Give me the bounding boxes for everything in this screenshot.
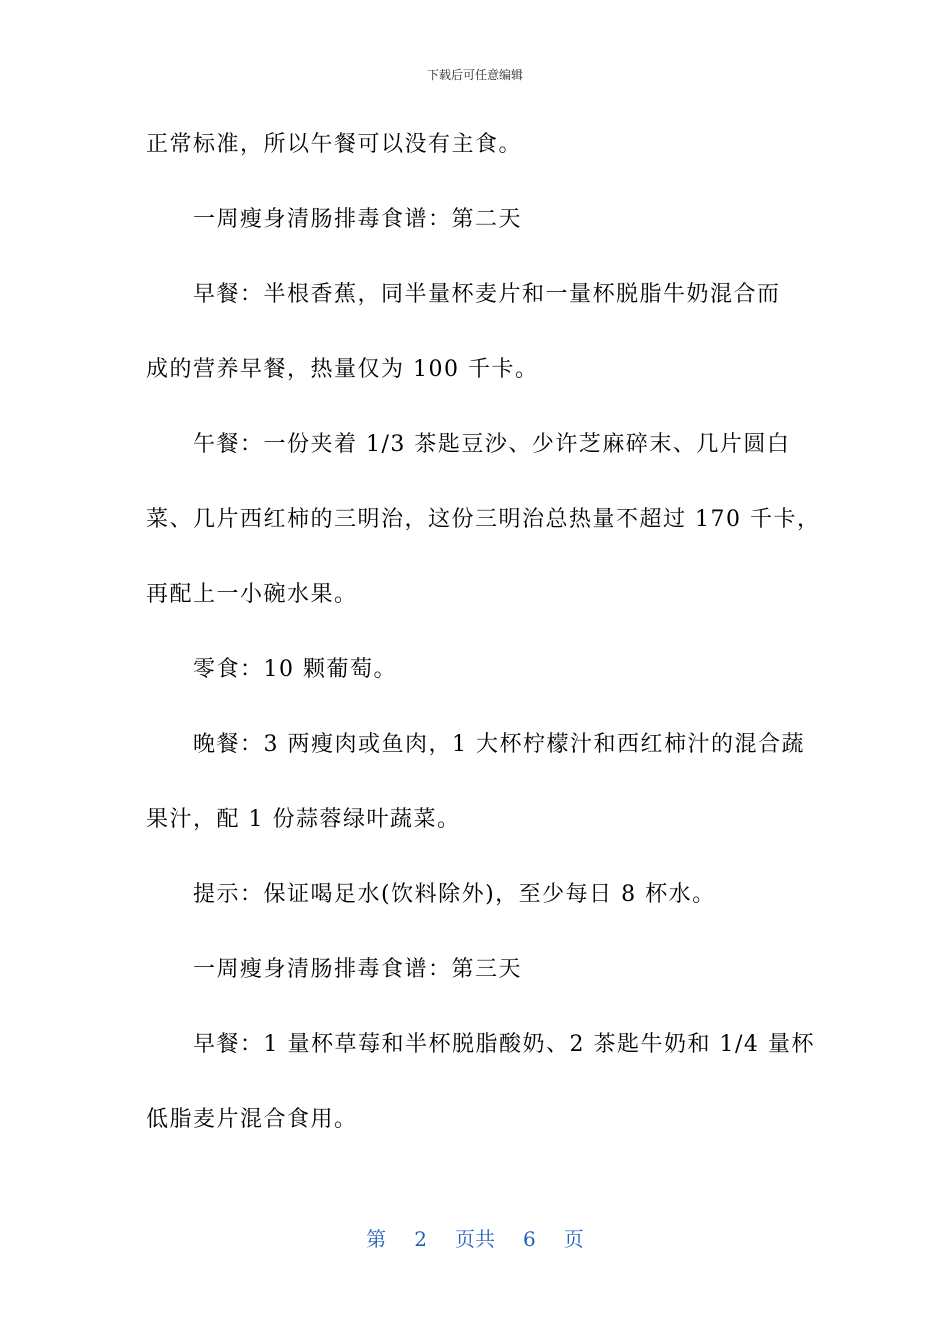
header-text: 下载后可任意编辑: [426, 68, 523, 82]
section-heading-day-3: 一周瘦身清肠排毒食谱：第三天: [193, 957, 523, 982]
body-line-dinner-day-2-cont: 果汁，配 1 份蒜蓉绿叶蔬菜。: [146, 807, 461, 832]
body-line-lunch-day-2: 午餐：一份夹着 1/3 茶匙豆沙、少许芝麻碎末、几片圆白: [193, 432, 791, 457]
section-heading-day-2: 一周瘦身清肠排毒食谱：第二天: [193, 207, 523, 232]
body-line-breakfast-day-2: 早餐：半根香蕉，同半量杯麦片和一量杯脱脂牛奶混合而: [193, 282, 781, 307]
total-pages-number: 6: [523, 1227, 536, 1251]
body-line-breakfast-day-3-cont: 低脂麦片混合食用。: [146, 1107, 358, 1132]
page-header: [0, 66, 950, 84]
body-line-snack-day-2: 零食：10 颗葡萄。: [193, 657, 397, 682]
body-line-1: 正常标准，所以午餐可以没有主食。: [146, 132, 523, 157]
body-line-breakfast-day-2-cont: 成的营养早餐，热量仅为 100 千卡。: [146, 357, 539, 382]
current-page-number: 2: [414, 1227, 427, 1251]
body-line-breakfast-day-3: 早餐：1 量杯草莓和半杯脱脂酸奶、2 茶匙牛奶和 1/4 量杯: [193, 1032, 815, 1057]
page-suffix: 页: [563, 1227, 584, 1251]
page-footer: [0, 1225, 950, 1253]
body-line-lunch-day-2-end: 再配上一小碗水果。: [146, 582, 358, 607]
page-word: 页共: [455, 1227, 495, 1251]
body-line-dinner-day-2: 晚餐：3 两瘦肉或鱼肉，1 大杯柠檬汁和西红柿汁的混合蔬: [193, 732, 805, 757]
body-line-tip-day-2: 提示：保证喝足水(饮料除外)，至少每日 8 杯水。: [193, 882, 716, 907]
page-prefix: 第: [366, 1227, 387, 1251]
body-line-lunch-day-2-cont: 菜、几片西红柿的三明治，这份三明治总热量不超过 170 千卡，: [146, 507, 821, 532]
